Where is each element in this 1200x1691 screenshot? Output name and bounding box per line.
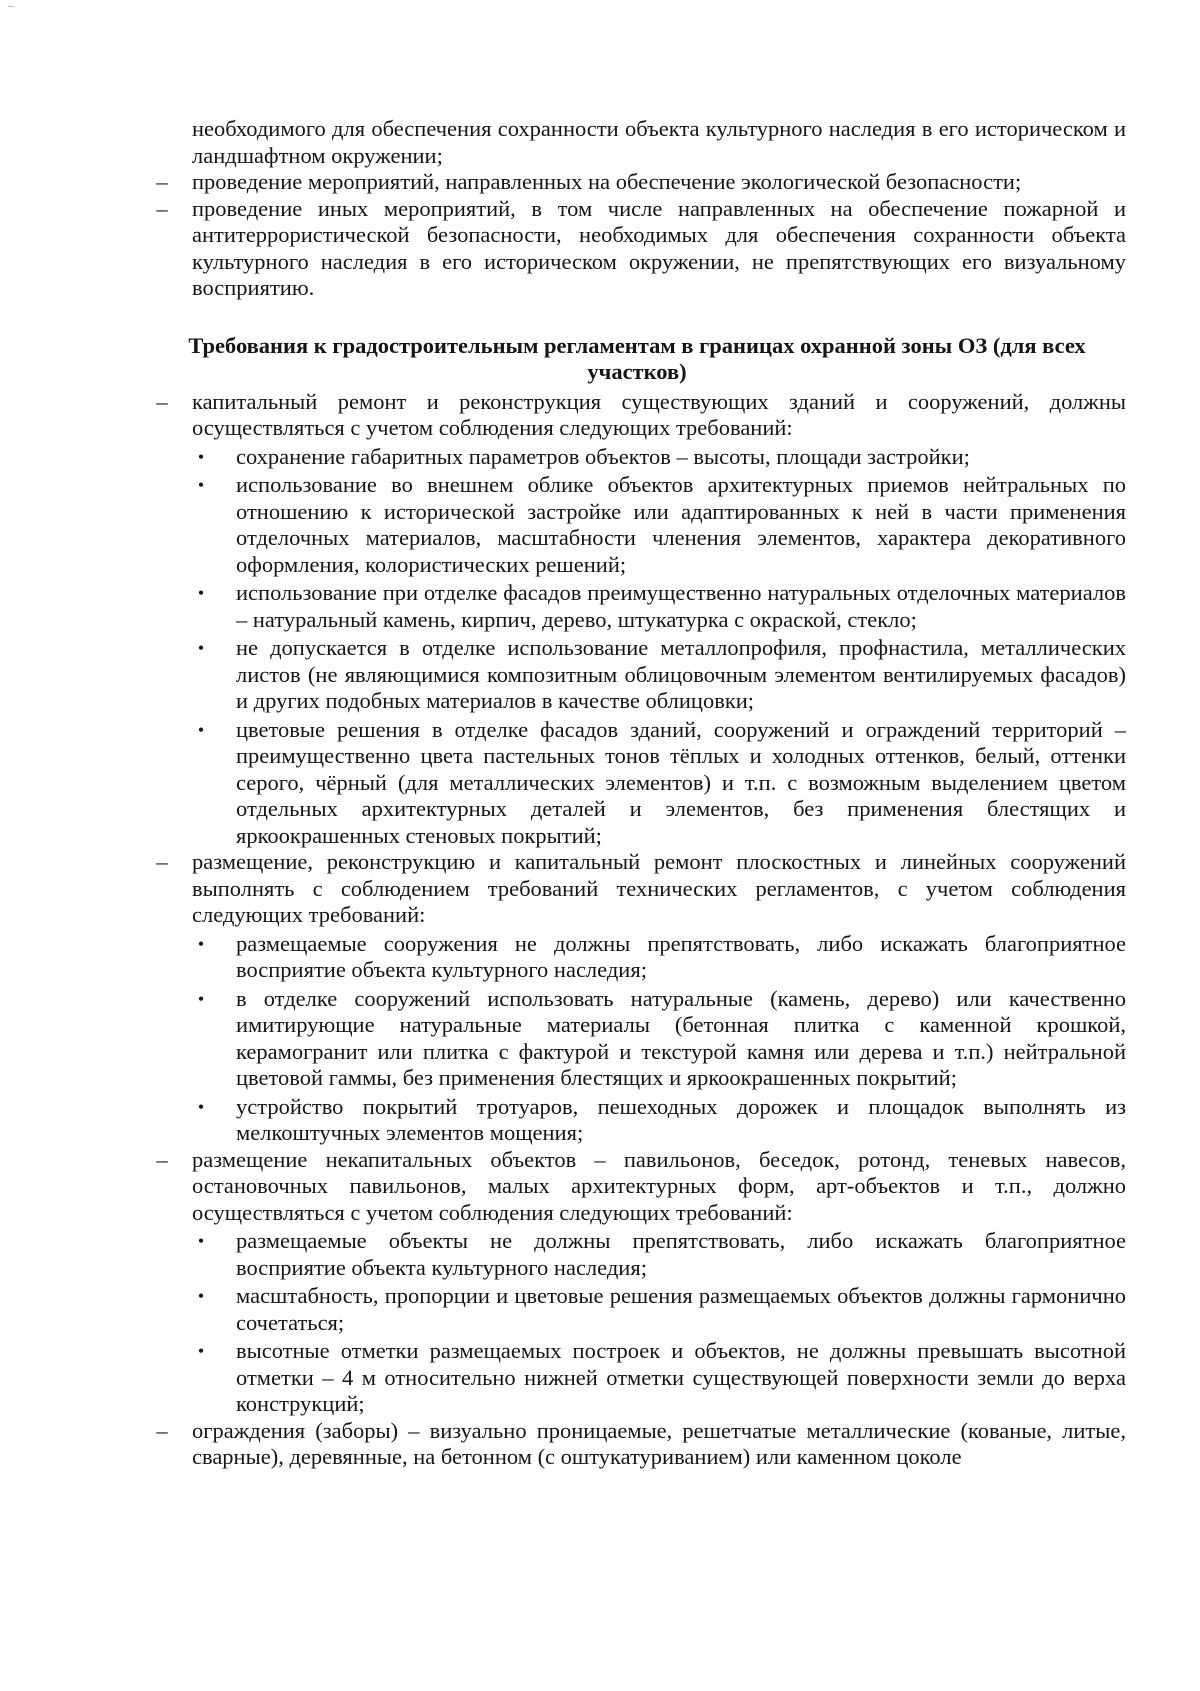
dash-marker: – [156,169,168,194]
scan-artifact [8,6,14,7]
sublist-item [148,635,1126,715]
requirement-item [148,1147,1126,1227]
bullet-marker: • [197,933,205,954]
bullet-marker: • [197,583,205,603]
sublist-item-text: размещаемые объекты не должны препятствовать, либо искажать благоприятное восприятие объекта культурного наследия; [236,1228,1126,1280]
requirement-sublist [148,444,1126,850]
intro-dash-item [148,196,1126,302]
requirement-item [148,849,1126,929]
requirement-item [148,1418,1126,1471]
sublist-item-text: устройство покрытий тротуаров, пешеходных дорожек и площадок выполнять из мелкоштучных элементов мощения; [236,1093,1126,1145]
sublist-item-text: не допускается в отделке использование металлопрофиля, профнастила, металлических листов (не являющимися композитным облицовочным элементом вентилируемых фасадов) и других подобных материалов в качестве облицовки; [236,635,1126,713]
dash-marker: – [156,388,168,414]
sublist-item [148,931,1126,984]
requirement-sublist [148,931,1126,1147]
sublist-item [148,472,1126,578]
sublist-item [148,717,1126,850]
intro-continuation: необходимого для обеспечения сохранности объекта культурного наследия в его историческом и ландшафтном окружении; [192,116,1126,168]
requirement-item-text: капитальный ремонт и реконструкция существующих зданий и сооружений, должны осуществляться с учетом соблюдения следующих требований: [192,388,1126,440]
dash-marker: – [156,1146,168,1172]
intro-dash-item-text: проведение мероприятий, направленных на обеспечение экологической безопасности; [192,169,1022,194]
bullet-marker: • [197,1286,205,1306]
bullet-marker: • [197,638,205,658]
requirement-item-text: размещение некапитальных объектов – павильонов, беседок, ротонд, теневых навесов, остановочных павильонов, малых архитектурных форм, арт-объектов и т.п., должно осуществляться с учетом соблюдения следующих требований: [192,1146,1126,1225]
bullet-marker: • [197,988,205,1009]
sublist-item-text: использование при отделке фасадов преимущественно натуральных отделочных материалов – натуральный камень, кирпич, дерево, штукатурка с окраской, стекло; [236,580,1126,632]
sublist-item-text: использование во внешнем облике объектов архитектурных приемов нейтральных по отношению к исторической застройке или адаптированных к ней в части применения отделочных материалов, масштабности членения элементов, характера декоративного оформления, колористических решений; [236,472,1126,577]
section-heading: Требования к градостроительным регламентам в границах охранной зоны ОЗ (для всех участков) [188,332,1086,384]
bullet-marker: • [197,1096,205,1117]
bullet-marker: • [197,1341,205,1361]
requirement-item-text: размещение, реконструкцию и капитальный ремонт плоскостных и линейных сооружений выполнять с соблюдением требований технических регламентов, с учетом соблюдения следующих требований: [192,849,1126,927]
sublist-item-text: сохранение габаритных параметров объектов – высоты, площади застройки; [236,443,970,469]
bullet-marker: • [197,1231,205,1251]
sublist-item [148,986,1126,1092]
sublist-item-text: цветовые решения в отделке фасадов зданий, сооружений и ограждений территорий – преимущественно цвета пастельных тонов тёплых и холодных оттенков, белый, оттенки серого, чёрный (для металлических элементов) и т.п. с возможным выделением цветом отдельных архитектурных деталей и элементов, без применения блестящих и яркоокрашенных стеновых покрытий; [236,716,1126,848]
sublist-item [148,444,1126,471]
sublist-item [148,1228,1126,1281]
requirement-item-text: ограждения (заборы) – визуально проницаемые, решетчатые металлические (кованые, литые, сварные), деревянные, на бетонном (с оштукатуриванием) или каменном цоколе [192,1417,1126,1469]
intro-dash-item [148,169,1126,196]
bullet-marker: • [197,719,205,740]
sublist-item-text: в отделке сооружений использовать натуральные (камень, дерево) или качественно имитирующие натуральные материалы (бетонная плитка с каменной крошкой, керамогранит или плитка с фактурой и текстурой камня или дерева и т.п.) нейтральной цветовой гаммы, без применения блестящих и яркоокрашенных покрытий; [236,985,1126,1090]
intro-dash-item-text: проведение иных мероприятий, в том числе направленных на обеспечение пожарной и антитеррористической безопасности, необходимых для обеспечения сохранности объекта культурного наследия в его историческом окружении, не препятствующих его визуальному восприятию. [192,195,1126,300]
bullet-marker: • [197,475,205,495]
requirement-sublist [148,1228,1126,1418]
sublist-item [148,1338,1126,1418]
dash-marker: – [156,849,168,874]
sublist-item-text: высотные отметки размещаемых построек и объектов, не должны превышать высотной отметки – 4 м относительно нижней отметки существующей поверхности земли до верха конструкций; [236,1338,1126,1416]
sublist-item [148,1283,1126,1336]
bullet-marker: • [197,446,205,467]
sublist-item-text: размещаемые сооружения не должны препятствовать, либо искажать благоприятное восприятие объекта культурного наследия; [236,930,1126,982]
sublist-item [148,580,1126,633]
dash-marker: – [156,1417,168,1443]
requirement-item [148,389,1126,442]
dash-marker: – [156,195,168,221]
document-body [148,116,1126,1471]
sublist-item-text: масштабность, пропорции и цветовые решения размещаемых объектов должны гармонично сочетаться; [236,1283,1126,1335]
sublist-item [148,1094,1126,1147]
